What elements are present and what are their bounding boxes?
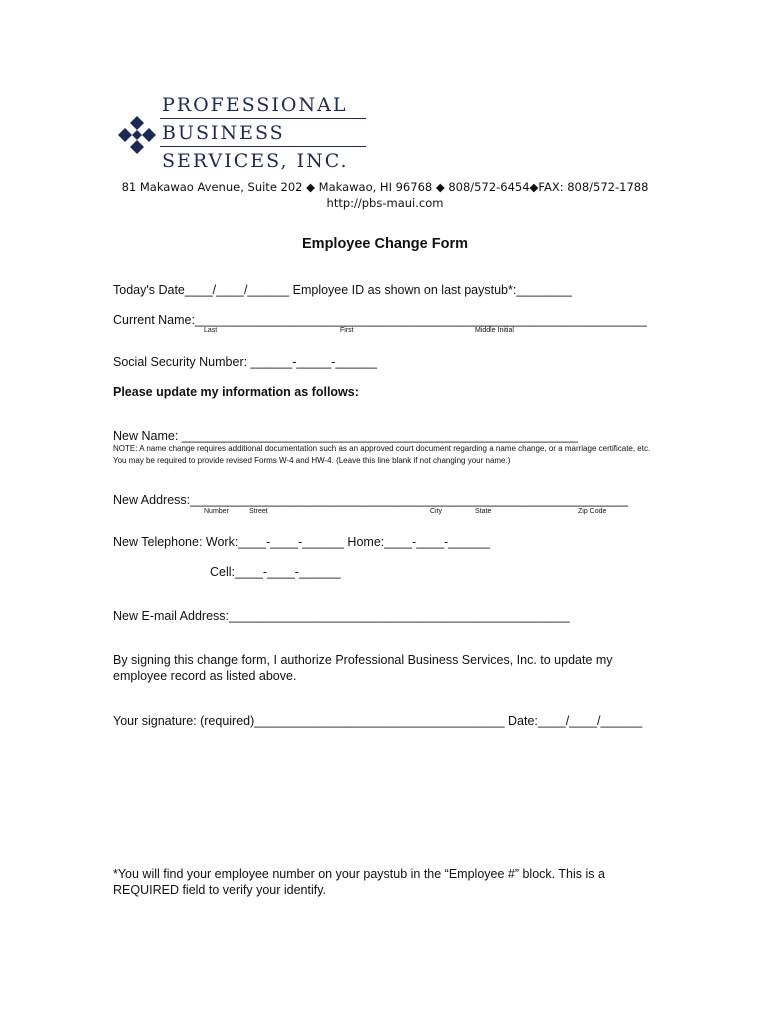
- address-city-label: City: [430, 508, 443, 515]
- logo-rule-2: [160, 146, 366, 147]
- new-name-note: NOTE: A name change requires additional documentation such as an approved court document regarding a name change, or a marriage certificate, etc. You may be required to provide revised Forms W-4 and HW-4. (Leave this line blank if not changing your name.): [113, 444, 651, 465]
- new-name-field[interactable]: New Name: _________________________________________________________: [113, 429, 579, 443]
- address-state-label: State: [475, 508, 492, 515]
- company-logo-diamonds-icon: [116, 114, 158, 156]
- authorization-text: By signing this change form, I authorize Professional Business Services, Inc. to update my employee record as listed above.: [113, 653, 613, 683]
- current-name-last-label: Last: [204, 327, 218, 334]
- current-name-field[interactable]: Current Name:_________________________________________________________________: [113, 313, 647, 327]
- company-website: http://pbs-maui.com: [326, 196, 444, 210]
- current-name-middle-label: Middle Initial: [475, 327, 514, 334]
- cell-phone-field[interactable]: Cell:____-____-______: [210, 565, 341, 579]
- form-title: Employee Change Form: [302, 236, 468, 252]
- logo-text-line-1: PROFESSIONAL: [162, 94, 348, 116]
- new-email-field[interactable]: New E-mail Address:_________________________________________________: [113, 609, 570, 623]
- new-address-field[interactable]: New Address:_______________________________________________________________: [113, 493, 629, 507]
- new-telephone-field[interactable]: New Telephone: Work:____-____-______ Home:____-____-______: [113, 535, 490, 549]
- company-address: 81 Makawao Avenue, Suite 202 ◆ Makawao, HI 96768 ◆ 808/572-6454◆FAX: 808/572-1788: [121, 180, 649, 194]
- employee-number-footnote: *You will find your employee number on your paystub in the “Employee #” block. This is a REQUIRED field to verify your identify.: [113, 867, 605, 897]
- logo-text-line-3: SERVICES, INC.: [162, 150, 349, 172]
- address-street-label: Street: [249, 508, 268, 515]
- ssn-field[interactable]: Social Security Number: ______-_____-______: [113, 355, 378, 369]
- logo-text-line-2: BUSINESS: [162, 122, 285, 144]
- current-name-first-label: First: [340, 327, 354, 334]
- signature-and-date-field[interactable]: Your signature: (required)____________________________________ Date:____/____/______: [113, 714, 643, 728]
- logo-rule-1: [160, 118, 366, 119]
- update-heading: Please update my information as follows:: [113, 385, 359, 399]
- address-zip-label: Zip Code: [578, 508, 607, 515]
- date-and-employee-id-field[interactable]: Today's Date____/____/______ Employee ID as shown on last paystub*:________: [113, 283, 572, 297]
- address-number-label: Number: [204, 508, 229, 515]
